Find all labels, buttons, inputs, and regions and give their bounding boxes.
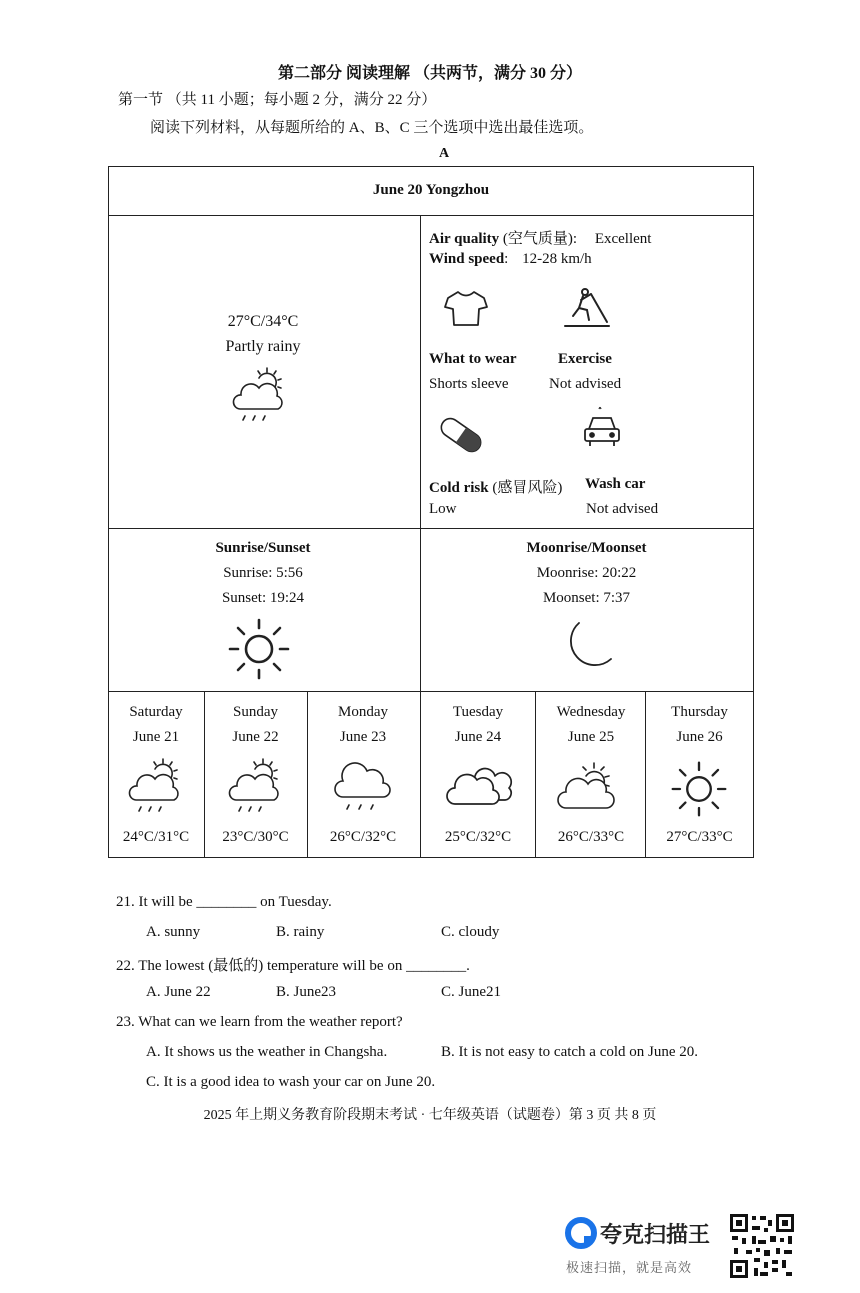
wash-car-label: Wash car [585,476,646,492]
exercise-icon [563,286,613,330]
option-c[interactable]: C. It is a good idea to wash your car on June 20. [146,1074,436,1090]
sunrise-time: Sunrise: 5:56 [223,565,303,581]
forecast-temp: 25°C/32°C [444,829,512,845]
option-a[interactable]: A. June 22 [146,984,211,1000]
wear-value: Shorts sleeve [429,376,509,392]
forecast-temp: 26°C/33°C [557,829,625,845]
forecast-date: June 25 [567,729,615,745]
air-quality-label: Air quality [429,231,500,247]
question-23 [116,1014,403,1031]
option-b[interactable]: B. It is not easy to catch a cold on June 20. [441,1044,699,1060]
option-a[interactable]: A. sunny [146,924,201,940]
section-title: 第二部分 阅读理解 （共两节，满分 30 分） [277,65,582,82]
wear-label: What to wear [429,351,517,367]
today-condition: Partly rainy [225,338,301,355]
forecast-day: Thursday [671,704,728,720]
forecast-temp: 26°C/32°C [329,829,397,845]
scanner-slogan: 极速扫描，就是高效 [566,1261,693,1276]
wind-label: Wind speed [429,251,505,267]
question-stem-end: . [466,958,470,974]
forecast-temp: 24°C/31°C [122,829,190,845]
question-stem-end: on Tuesday. [260,894,332,910]
subsection-title: 第一节 （共 11 小题；每小题 2 分，满分 22 分） [118,92,437,108]
qr-code-icon[interactable] [728,1212,796,1280]
question-21 [116,894,332,911]
option-a[interactable]: A. It shows us the weather in Changsha. [146,1044,388,1060]
answer-blank: ________ [406,958,467,974]
car-icon [582,406,622,454]
pill-icon [435,414,487,456]
moonrise-time: Moonrise: 20:22 [536,565,637,581]
passage-label: A [438,146,450,161]
forecast-day: Monday [338,704,388,720]
question-number: 23. [116,1014,135,1030]
option-c[interactable]: C. cloudy [441,924,500,940]
exercise-label: Exercise [558,351,612,367]
forecast-day: Tuesday [452,704,504,720]
forecast-temp: 23°C/30°C [222,829,289,845]
wash-car-value: Not advised [586,501,659,517]
cold-risk-value: Low [429,501,457,517]
rainy-icon [331,759,395,815]
question-stem: The lowest (最低的) temperature will be on [138,958,403,974]
moon-icon [559,619,615,675]
wind-colon: : [504,251,509,267]
partly-rainy-icon [124,757,188,817]
moonset-time: Moonset: 7:37 [542,590,631,606]
forecast-date: June 24 [454,729,502,745]
cloudy-icon [445,762,515,812]
instructions: 阅读下列材料，从每题所给的 A、B、C 三个选项中选出最佳选项。 [150,120,594,136]
question-number: 22. [116,958,135,974]
sun-icon [227,617,291,681]
option-c[interactable]: C. June21 [441,984,502,1000]
cold-risk-label: Cold risk [429,480,489,496]
forecast-date: June 22 [232,729,279,745]
exercise-value: Not advised [549,376,622,392]
weather-title: June 20 Yongzhou [372,182,490,198]
question-number: 21. [116,894,135,910]
partly-rainy-icon [228,366,292,426]
tshirt-icon [444,289,488,329]
sunset-time: Sunset: 19:24 [221,590,305,606]
air-quality-value: Excellent [594,231,652,247]
scanner-brand: 夸克扫描王 [600,1223,711,1248]
cold-risk-cn: (感冒风险) [492,480,563,496]
today-temp: 27°C/34°C [227,313,299,330]
forecast-day: Wednesday [556,704,626,720]
page-footer: 2025 年上期义务教育阶段期末考试 · 七年级英语（试题卷）第 3 页 共 8 页 [203,1108,657,1123]
wind-value: 12-28 km/h [522,251,592,267]
option-b[interactable]: B. June23 [276,984,337,1000]
forecast-date: June 26 [676,729,723,745]
moon-title: Moonrise/Moonset [526,540,647,556]
forecast-day: Sunday [233,704,278,720]
forecast-day: Saturday [129,704,183,720]
air-quality-cn: (空气质量): [502,231,578,247]
sunny-icon [670,760,728,818]
option-b[interactable]: B. rainy [276,924,325,940]
answer-blank: ________ [196,894,257,910]
partly-rainy-icon [224,757,288,817]
forecast-date: June 23 [339,729,387,745]
question-22 [116,954,470,975]
partly-cloudy-icon [556,760,620,814]
scanner-logo-icon [566,1218,596,1248]
forecast-date: June 21 [132,729,180,745]
sun-title: Sunrise/Sunset [215,540,311,556]
forecast-temp: 27°C/33°C [666,829,733,845]
question-stem: It will be [138,894,193,910]
question-stem: What can we learn from the weather report? [138,1014,403,1030]
